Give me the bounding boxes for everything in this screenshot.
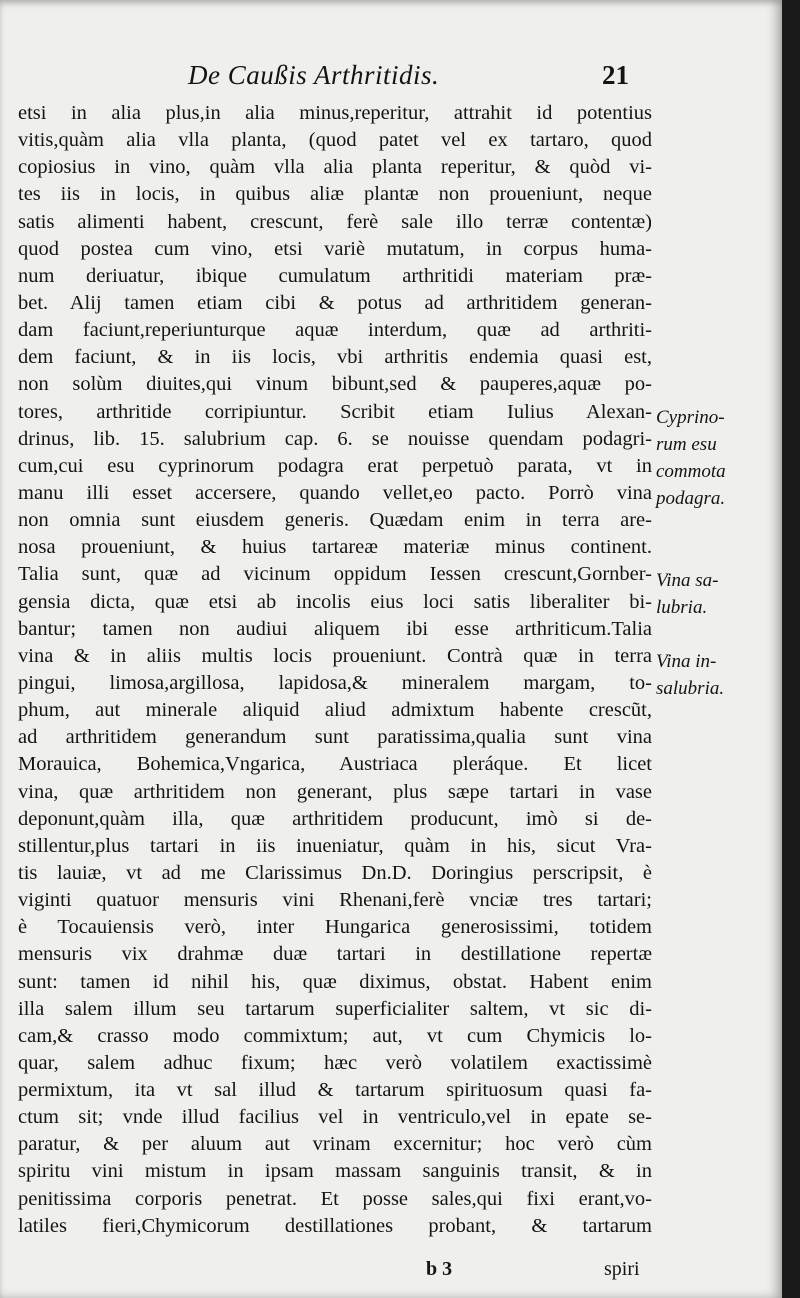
page-number: 21 bbox=[602, 60, 629, 90]
signature-mark: b 3 bbox=[426, 1258, 453, 1280]
text-line: tores, arthritide corripiuntur. Scribit etiam Iulius Alexan- bbox=[18, 400, 652, 423]
text-line: paratur, & per aluum aut vrinam excernitur; hoc verò cùm bbox=[18, 1133, 652, 1156]
margin-note-vina-salubria bbox=[656, 567, 776, 621]
text-line: latiles fieri,Chymicorum destillationes probant, & tartarum bbox=[18, 1214, 652, 1237]
margin-note-cyprinorum bbox=[656, 404, 776, 512]
text-line: penitissima corporis penetrat. Et posse sales,qui fixi erant,vo- bbox=[18, 1187, 652, 1210]
text-line: illa salem illum seu tartarum superficialiter saltem, vt sic di- bbox=[18, 997, 652, 1020]
margin-note-line: rum esu bbox=[656, 434, 717, 455]
text-line: deponunt,quàm illa, quæ arthritidem producunt, imò si de- bbox=[18, 807, 652, 830]
text-line: phum, aut minerale aliquid aliud admixtum habente crescũt, bbox=[18, 699, 652, 722]
text-line: vitis,quàm alia vlla planta, (quod patet vel ex tartaro, quod bbox=[18, 129, 652, 152]
margin-note-line: podagra. bbox=[656, 488, 726, 509]
text-line: spiritu vini mistum in ipsam massam sanguinis transit, & in bbox=[18, 1160, 652, 1183]
text-line: tes iis in locis, in quibus aliæ plantæ non proueniunt, neque bbox=[18, 183, 652, 206]
running-title: De Caußis Arthritidis. bbox=[188, 60, 440, 90]
text-line: mensuris vix drahmæ duæ tartari in destillatione repertæ bbox=[18, 943, 652, 966]
text-line: dam faciunt,reperiunturque aquæ interdum, quæ ad arthriti- bbox=[18, 319, 652, 342]
text-line: Talia sunt, quæ ad vicinum oppidum Iessen crescunt,Gornber- bbox=[18, 563, 652, 586]
text-line: tis lauiæ, vt ad me Clarissimus Dn.D. Doringius perscripsit, è bbox=[18, 861, 652, 884]
text-line: non omnia sunt eiusdem generis. Quædam enim in terra are- bbox=[18, 509, 652, 532]
margin-note-line: Vina sa- bbox=[656, 570, 719, 591]
text-line: bet. Alij tamen etiam cibi & potus ad arthritidem generan- bbox=[18, 291, 652, 314]
text-line: dem faciunt, & in iis locis, vbi arthritis endemia quasi est, bbox=[18, 346, 652, 369]
text-line: non solùm diuites,qui vinum bibunt,sed & pauperes,aquæ po- bbox=[18, 373, 652, 396]
text-line: satis alimenti habent, crescunt, ferè sale illo terræ contentæ) bbox=[18, 210, 652, 233]
margin-note-line: Vina in- bbox=[656, 651, 717, 672]
text-line: copiosius in vino, quàm vlla alia planta reperitur, & quòd vi- bbox=[18, 156, 652, 179]
text-line: num deriuatur, ibique cumulatum arthritidi materiam præ- bbox=[18, 264, 652, 287]
catchword: spiri bbox=[604, 1258, 640, 1280]
margin-note-vina-insalubria bbox=[656, 648, 776, 702]
page-header bbox=[0, 60, 782, 96]
text-line: nosa proueniunt, & huius tartareæ materiæ minus continent. bbox=[18, 536, 652, 559]
text-line: vina & in aliis multis locis proueniunt. Contrà quæ in terra bbox=[18, 644, 652, 667]
text-line: stillentur,plus tartari in iis inueniatur, quàm in his, sicut Vra- bbox=[18, 834, 652, 857]
text-line: quar, salem adhuc fixum; hæc verò volatilem exactissimè bbox=[18, 1051, 652, 1074]
margin-note-line: salubria. bbox=[656, 678, 725, 699]
text-line: cum,cui esu cyprinorum podagra erat perpetuò parata, vt in bbox=[18, 454, 652, 477]
text-line: bantur; tamen non audiui aliquem ibi esse arthriticum.Talia bbox=[18, 617, 652, 640]
margin-note-line: Cyprino- bbox=[656, 407, 725, 428]
text-line: gensia dicta, quæ etsi ab incolis eius loci satis liberaliter bi- bbox=[18, 590, 652, 613]
body-text bbox=[18, 100, 652, 1240]
text-line: ctum sit; vnde illud facilius vel in ventriculo,vel in epate se- bbox=[18, 1106, 652, 1129]
text-line: vina, quæ arthritidem non generant, plus sæpe tartari in vase bbox=[18, 780, 652, 803]
text-line: viginti quatuor mensuris vini Rhenani,ferè vnciæ tres tartari; bbox=[18, 889, 652, 912]
text-line: è Tocauiensis verò, inter Hungarica generosissimi, totidem bbox=[18, 916, 652, 939]
text-line: etsi in alia plus,in alia minus,reperitur, attrahit id potentius bbox=[18, 102, 652, 124]
text-line: pingui, limosa,argillosa, lapidosa,& mineralem margam, to- bbox=[18, 671, 652, 694]
text-line: ad arthritidem generandum sunt paratissima,qualia sunt vina bbox=[18, 726, 652, 749]
text-line: manu illi esset accersere, quando vellet,eo pacto. Porrò vina bbox=[18, 481, 652, 504]
text-line: permixtum, ita vt sal illud & tartarum spirituosum quasi fa- bbox=[18, 1079, 652, 1102]
text-line: sunt: tamen id nihil his, quæ diximus, obstat. Habent enim bbox=[18, 970, 652, 993]
margin-note-line: lubria. bbox=[656, 597, 708, 618]
margin-note-line: commota bbox=[656, 461, 726, 482]
text-line: Morauica, Bohemica,Vngarica, Austriaca pleráque. Et licet bbox=[18, 753, 652, 776]
text-line: quod postea cum vino, etsi variè mutatum, in corpus huma- bbox=[18, 237, 652, 260]
text-line: drinus, lib. 15. salubrium cap. 6. se nouisse quendam podagri- bbox=[18, 427, 652, 450]
text-line: cam,& crasso modo commixtum; aut, vt cum Chymicis lo- bbox=[18, 1024, 652, 1047]
